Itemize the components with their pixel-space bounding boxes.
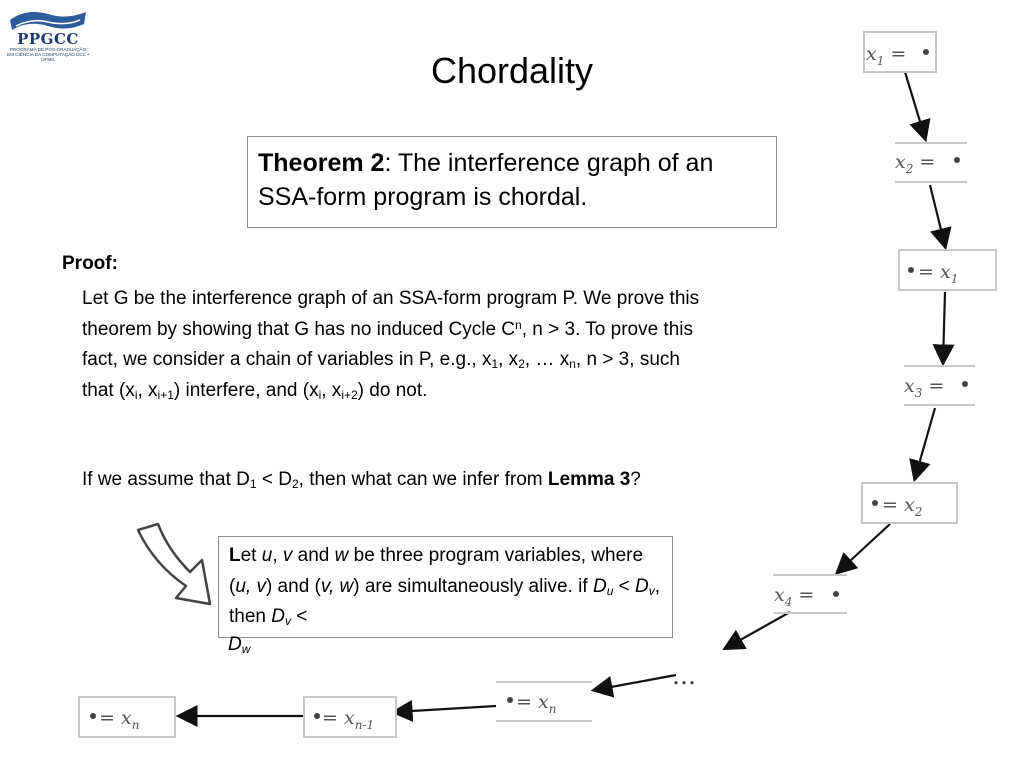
node-x1-use (899, 250, 996, 290)
theorem-text: : The interference graph of an SSA-form program is chordal. (258, 149, 714, 211)
svg-text:x2 =: $x_2$ = (895, 151, 936, 176)
lemma-tail: $D_w$ (228, 634, 251, 656)
svg-text:= x1: = $x_1$ (918, 261, 959, 286)
svg-text:= xn-1: = $x_{n-1}$ (322, 707, 375, 732)
node-x3-def (904, 366, 975, 405)
proof-text-4: ) interfere, and (x (173, 379, 319, 401)
edge-1 (905, 72, 925, 138)
svg-text:x4 =: $x_4$ = (774, 584, 815, 609)
svg-text:= xn: = $x_n$ (99, 707, 140, 732)
slide-title: Chordality (430, 50, 594, 91)
svg-text:x3 =: $x_3$ = (904, 375, 945, 400)
proof-text-1: Let G be the interference graph of an SSA-form program P. We prove this theorem by showing that G has no induced (82, 288, 700, 340)
proof-text-2: , n > 3. To prove this fact, we consider a chain of variables in P, e.g., x (82, 318, 693, 370)
lemma-box: Let u, v and w be three program variables, where (u, v) and (v, w) are simultaneously alive. if $D_u < D_v$, then $D_v$ < (218, 536, 673, 638)
node-x2-use (862, 483, 957, 523)
node-x4-def (773, 575, 847, 613)
node-x1-def (864, 32, 936, 72)
ellipsis: … (672, 662, 696, 690)
node-x2-def (895, 143, 967, 182)
node-xn-1-use (304, 697, 396, 737)
logo-subtitle: PROGRAMA DE PÓS-GRADUAÇÃO EM CIÊNCIA DA COMPUTAÇÃO DCC • UFMG (7, 47, 89, 63)
proof-label: Proof: (62, 253, 118, 274)
svg-text:= x2: = $x_2$ (882, 494, 923, 519)
theorem-label: Theorem 2 (258, 149, 385, 177)
logo-text: PPGCC (17, 30, 79, 48)
svg-text:x1 =: $x_1$ = (866, 43, 907, 68)
node-xn-use (496, 682, 592, 721)
proof-text-3: , such that (x (82, 349, 680, 401)
lemma-reference: Lemma 3 (547, 469, 631, 490)
proof-cycle: Cycle C (448, 318, 516, 340)
question-text: If we assume that $D_1 < D_2$, then what can we infer from Lemma 3? (82, 469, 641, 491)
node-xn-use-final (79, 697, 175, 737)
svg-text:= xn: = $x_n$ (516, 691, 557, 716)
proof-body: Let G be the interference graph of an SSA-form program P. We prove this theorem by showing that G has no induced Cycle $C^n$, n > 3. To prove this fact, we consider a chain of variables in P, e.g., $x_1$, $x_2$, … $x_n$, n > 3, such that ($x_i$, $x_{i+1}$) interfere, and ($x_i$, $x_{i+2}$) do not. (82, 288, 700, 402)
proof-text-5: ) do not. (357, 379, 428, 401)
